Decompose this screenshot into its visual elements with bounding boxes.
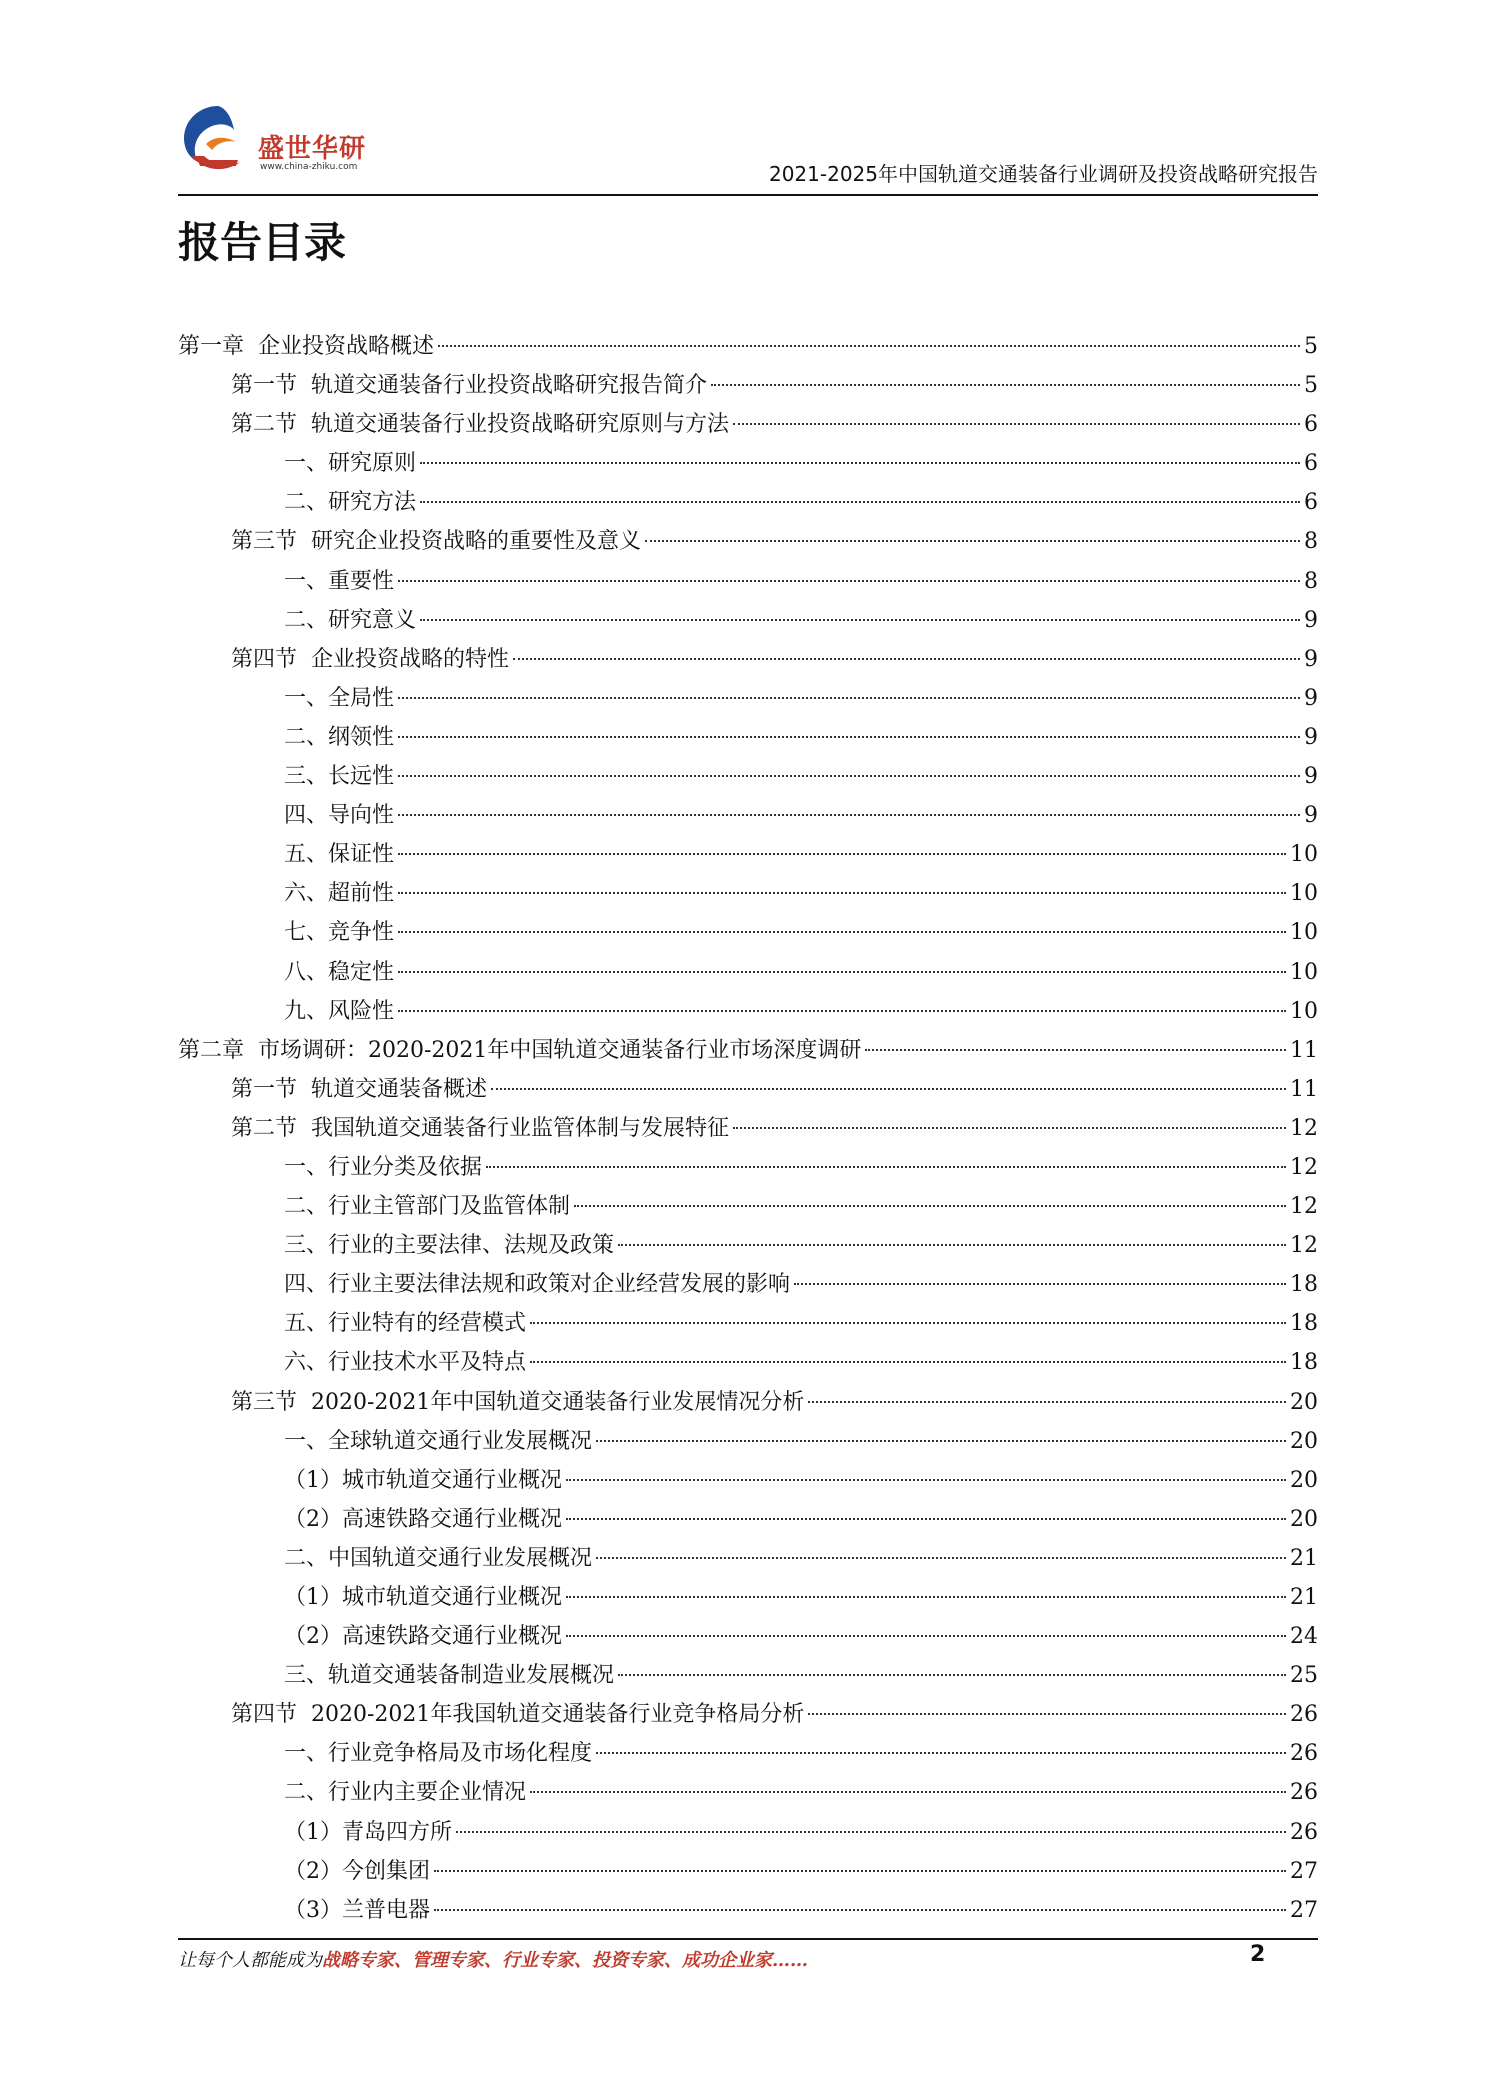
toc-entry-label: （1）城市轨道交通行业概况 <box>284 1467 562 1493</box>
toc-entry-label: 六、超前性 <box>284 881 395 907</box>
toc-entry-page: 18 <box>1290 1272 1318 1298</box>
toc-dot-leader <box>398 814 1300 816</box>
toc-entry[interactable] <box>178 679 1318 718</box>
toc-entry-label: 第四节 企业投资战略的特性 <box>231 646 509 672</box>
toc-entry-page: 9 <box>1304 764 1318 790</box>
toc-entry-page: 10 <box>1290 959 1318 985</box>
toc-entry-page: 12 <box>1290 1115 1318 1141</box>
toc-dot-leader <box>865 1049 1286 1051</box>
table-of-contents <box>178 327 1318 1930</box>
toc-entry-page: 9 <box>1304 685 1318 711</box>
toc-entry[interactable] <box>178 913 1318 952</box>
page-header <box>178 100 1318 196</box>
toc-entry-label: 二、行业主管部门及监管体制 <box>284 1194 571 1220</box>
toc-entry-page: 9 <box>1304 646 1318 672</box>
toc-entry-label: 四、行业主要法律法规和政策对企业经营发展的影响 <box>284 1272 791 1298</box>
toc-entry-label: 一、行业竞争格局及市场化程度 <box>284 1741 593 1767</box>
toc-entry[interactable] <box>178 1343 1318 1382</box>
toc-dot-leader <box>513 658 1300 660</box>
toc-entry-page: 6 <box>1304 451 1318 477</box>
toc-dot-leader <box>596 1440 1286 1442</box>
toc-entry-page: 10 <box>1290 998 1318 1024</box>
toc-entry-label: 第四节 2020-2021年我国轨道交通装备行业竞争格局分析 <box>231 1702 805 1728</box>
toc-entry-label: 二、行业内主要企业情况 <box>284 1780 527 1806</box>
toc-entry-page: 10 <box>1290 842 1318 868</box>
toc-entry-page: 10 <box>1290 881 1318 907</box>
toc-entry-page: 18 <box>1290 1311 1318 1337</box>
toc-entry[interactable] <box>178 1109 1318 1148</box>
toc-entry-page: 27 <box>1290 1897 1318 1923</box>
toc-entry[interactable] <box>178 874 1318 913</box>
toc-dot-leader <box>566 1596 1286 1598</box>
toc-entry[interactable] <box>178 1578 1318 1617</box>
toc-dot-leader <box>420 619 1300 621</box>
toc-entry-page: 21 <box>1290 1585 1318 1610</box>
toc-dot-leader <box>566 1635 1286 1637</box>
toc-entry-page: 26 <box>1290 1702 1318 1728</box>
logo-swoosh-icon <box>178 100 258 180</box>
toc-entry[interactable] <box>178 601 1318 640</box>
toc-entry[interactable] <box>178 483 1318 522</box>
footer-slogan <box>178 1946 808 1972</box>
toc-entry-label: 第二章 市场调研：2020-2021年中国轨道交通装备行业市场深度调研 <box>178 1037 862 1063</box>
toc-entry-page: 12 <box>1290 1233 1318 1259</box>
toc-dot-leader <box>491 1088 1286 1090</box>
toc-entry-page: 11 <box>1290 1076 1318 1102</box>
toc-entry-label: （2）高速铁路交通行业概况 <box>284 1506 562 1532</box>
toc-dot-leader <box>486 1166 1286 1168</box>
toc-entry[interactable] <box>178 366 1318 405</box>
footer-divider <box>178 1938 1318 1940</box>
report-title: 2021-2025年中国轨道交通装备行业调研及投资战略研究报告 <box>768 162 1318 186</box>
toc-dot-leader <box>438 345 1300 347</box>
toc-dot-leader <box>398 736 1300 738</box>
toc-entry[interactable] <box>178 1500 1318 1539</box>
toc-entry-page: 9 <box>1304 803 1318 829</box>
footer-slogan-accent: 战略专家、管理专家、行业专家、投资专家、成功企业家…… <box>322 1950 808 1971</box>
toc-entry-page: 11 <box>1290 1037 1318 1063</box>
toc-entry[interactable] <box>178 327 1318 366</box>
toc-entry-label: （1）城市轨道交通行业概况 <box>284 1585 562 1610</box>
toc-entry[interactable] <box>178 1148 1318 1187</box>
toc-entry[interactable] <box>178 522 1318 561</box>
logo-name: 盛世华研 <box>258 134 367 164</box>
toc-entry-label: 五、行业特有的经营模式 <box>284 1311 527 1337</box>
toc-dot-leader <box>434 1870 1286 1872</box>
toc-entry[interactable] <box>178 1226 1318 1265</box>
toc-dot-leader <box>733 1127 1286 1129</box>
toc-dot-leader <box>618 1674 1286 1676</box>
toc-entry-page: 8 <box>1304 529 1318 555</box>
toc-entry-label: 三、轨道交通装备制造业发展概况 <box>284 1663 615 1689</box>
company-logo <box>178 100 428 180</box>
toc-entry[interactable] <box>178 718 1318 757</box>
toc-dot-leader <box>398 775 1300 777</box>
toc-entry-page: 5 <box>1304 373 1318 399</box>
toc-entry[interactable] <box>178 444 1318 483</box>
toc-entry[interactable] <box>178 562 1318 601</box>
toc-entry[interactable] <box>178 1852 1318 1891</box>
toc-entry-label: （1）青岛四方所 <box>284 1819 452 1845</box>
toc-entry-label: 二、中国轨道交通行业发展概况 <box>284 1545 593 1571</box>
toc-entry-label: 一、重要性 <box>284 568 395 594</box>
toc-entry-label: 六、行业技术水平及特点 <box>284 1350 527 1376</box>
toc-entry-label: （3）兰普电器 <box>284 1897 430 1923</box>
toc-entry[interactable] <box>178 796 1318 835</box>
toc-entry-label: 八、稳定性 <box>284 959 395 985</box>
toc-dot-leader <box>794 1283 1286 1285</box>
toc-dot-leader <box>733 423 1300 425</box>
toc-dot-leader <box>596 1752 1286 1754</box>
toc-dot-leader <box>566 1479 1286 1481</box>
toc-entry[interactable] <box>178 1461 1318 1500</box>
toc-dot-leader <box>398 892 1286 894</box>
toc-entry-page: 20 <box>1290 1467 1318 1493</box>
toc-dot-leader <box>530 1322 1286 1324</box>
toc-entry[interactable] <box>178 1617 1318 1656</box>
page-title: 报告目录 <box>178 218 347 267</box>
page-number: 2 <box>1250 1942 1266 1967</box>
logo-url: www.china-zhiku.com <box>260 162 358 172</box>
toc-entry-page: 9 <box>1304 724 1318 750</box>
toc-entry-label: 五、保证性 <box>284 842 395 868</box>
toc-entry[interactable] <box>178 1773 1318 1812</box>
toc-entry-label: （2）高速铁路交通行业概况 <box>284 1624 562 1650</box>
toc-entry-label: 第一章 企业投资战略概述 <box>178 334 434 359</box>
toc-dot-leader <box>398 931 1286 933</box>
toc-dot-leader <box>398 580 1300 582</box>
toc-entry-label: 第二节 我国轨道交通装备行业监管体制与发展特征 <box>231 1115 729 1141</box>
toc-entry[interactable] <box>178 1031 1318 1070</box>
toc-dot-leader <box>566 1518 1286 1520</box>
toc-entry-page: 12 <box>1290 1194 1318 1220</box>
toc-dot-leader <box>398 853 1286 855</box>
toc-dot-leader <box>456 1831 1286 1833</box>
toc-entry[interactable] <box>178 1656 1318 1695</box>
toc-entry-page: 20 <box>1290 1428 1318 1454</box>
toc-entry-label: 第一节 轨道交通装备概述 <box>231 1076 487 1102</box>
toc-entry-page: 21 <box>1290 1545 1318 1571</box>
toc-entry-label: 七、竞争性 <box>284 920 395 946</box>
toc-entry-page: 6 <box>1304 490 1318 516</box>
toc-entry-label: 第一节 轨道交通装备行业投资战略研究报告简介 <box>231 373 707 399</box>
toc-entry-label: 一、全局性 <box>284 685 395 711</box>
toc-dot-leader <box>645 540 1300 542</box>
toc-entry[interactable] <box>178 992 1318 1031</box>
toc-entry-page: 27 <box>1290 1858 1318 1884</box>
toc-entry-page: 26 <box>1290 1741 1318 1767</box>
toc-dot-leader <box>398 697 1300 699</box>
toc-dot-leader <box>808 1401 1286 1403</box>
toc-entry-label: 一、研究原则 <box>284 451 417 477</box>
toc-entry[interactable] <box>178 1734 1318 1773</box>
toc-entry-label: 第三节 研究企业投资战略的重要性及意义 <box>231 529 641 555</box>
toc-dot-leader <box>398 1010 1286 1012</box>
toc-entry-page: 8 <box>1304 568 1318 594</box>
toc-entry-label: 第三节 2020-2021年中国轨道交通装备行业发展情况分析 <box>231 1389 805 1415</box>
toc-entry-label: 二、纲领性 <box>284 724 395 750</box>
toc-entry[interactable] <box>178 1304 1318 1343</box>
footer-slogan-prefix: 让每个人都能成为 <box>178 1950 322 1971</box>
toc-entry-label: 一、全球轨道交通行业发展概况 <box>284 1428 593 1454</box>
toc-entry-page: 6 <box>1304 412 1318 438</box>
toc-entry-label: （2）今创集团 <box>284 1858 430 1884</box>
toc-dot-leader <box>808 1713 1286 1715</box>
toc-entry-page: 24 <box>1290 1624 1318 1650</box>
toc-dot-leader <box>420 462 1300 464</box>
toc-dot-leader <box>711 384 1300 386</box>
toc-entry[interactable] <box>178 1265 1318 1304</box>
header-divider <box>178 194 1318 196</box>
toc-entry-page: 18 <box>1290 1350 1318 1376</box>
toc-dot-leader <box>530 1361 1286 1363</box>
toc-dot-leader <box>434 1909 1286 1911</box>
toc-entry-label: 一、行业分类及依据 <box>284 1154 483 1180</box>
toc-entry-page: 26 <box>1290 1819 1318 1845</box>
toc-entry[interactable] <box>178 1383 1318 1422</box>
toc-entry-page: 5 <box>1304 334 1318 359</box>
toc-dot-leader <box>574 1205 1286 1207</box>
toc-entry[interactable] <box>178 835 1318 874</box>
toc-dot-leader <box>618 1244 1286 1246</box>
toc-entry-page: 25 <box>1290 1663 1318 1689</box>
toc-entry-label: 二、研究方法 <box>284 490 417 516</box>
toc-entry-page: 26 <box>1290 1780 1318 1806</box>
toc-entry-label: 三、行业的主要法律、法规及政策 <box>284 1233 615 1259</box>
toc-entry[interactable] <box>178 1422 1318 1461</box>
toc-entry-label: 二、研究意义 <box>284 607 417 633</box>
toc-entry-page: 9 <box>1304 607 1318 633</box>
toc-entry-label: 四、导向性 <box>284 803 395 829</box>
toc-entry-page: 12 <box>1290 1154 1318 1180</box>
toc-dot-leader <box>420 501 1300 503</box>
toc-dot-leader <box>530 1791 1286 1793</box>
toc-entry[interactable] <box>178 405 1318 444</box>
toc-entry[interactable] <box>178 640 1318 679</box>
toc-dot-leader <box>398 971 1286 973</box>
toc-entry[interactable] <box>178 1813 1318 1852</box>
toc-entry-page: 20 <box>1290 1389 1318 1415</box>
toc-entry[interactable] <box>178 953 1318 992</box>
toc-entry[interactable] <box>178 1070 1318 1109</box>
toc-entry-label: 第二节 轨道交通装备行业投资战略研究原则与方法 <box>231 412 729 438</box>
toc-entry[interactable] <box>178 1891 1318 1930</box>
toc-entry-page: 20 <box>1290 1506 1318 1532</box>
toc-entry[interactable] <box>178 1187 1318 1226</box>
toc-entry[interactable] <box>178 757 1318 796</box>
toc-entry-label: 九、风险性 <box>284 998 395 1024</box>
toc-entry[interactable] <box>178 1695 1318 1734</box>
toc-entry[interactable] <box>178 1539 1318 1578</box>
toc-entry-page: 10 <box>1290 920 1318 946</box>
toc-entry-label: 三、长远性 <box>284 764 395 790</box>
toc-dot-leader <box>596 1557 1286 1559</box>
